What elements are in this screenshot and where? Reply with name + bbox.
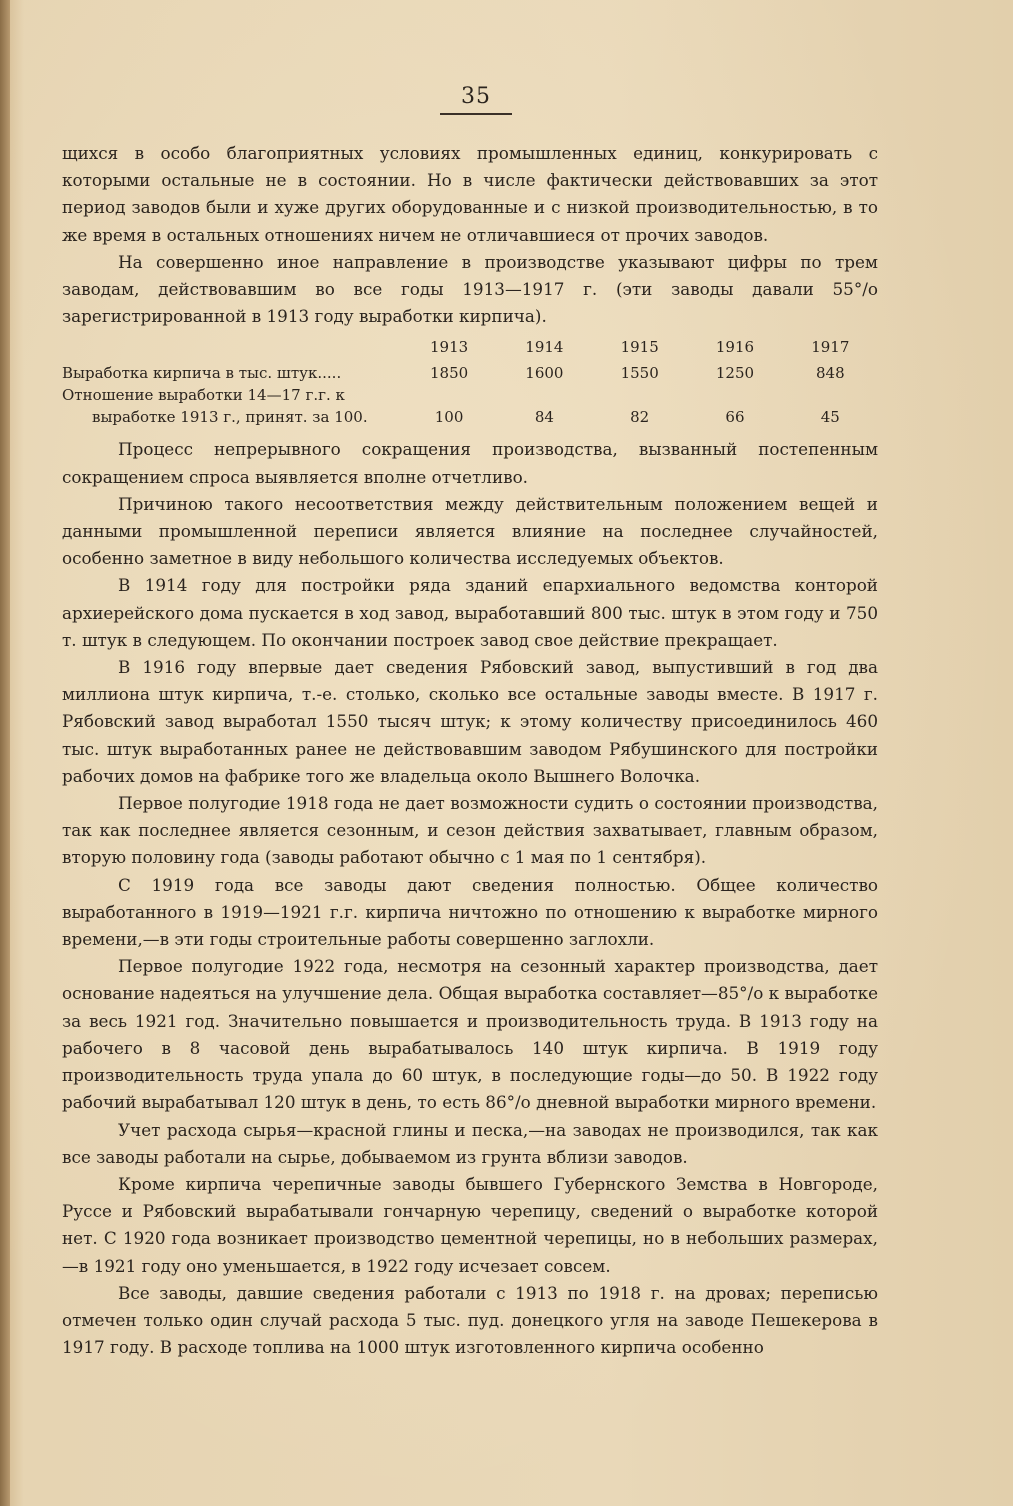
table-header-row [62,336,878,362]
page-number: 35 [461,84,491,109]
table-cell: 1550 [620,364,659,383]
page-binding-edge [0,0,10,1506]
paragraph: С 1919 года все заводы дают сведения полностью. Общее количество выработанного в 1919—1921 г.г. кирпича ничтожно по отношению к выработке мирного времени,—в эти годы строительные работы совершенно заглохли. [62,874,878,950]
table-cell: 100 [434,408,464,427]
table-cell: 66 [725,408,745,427]
year-header: 1913 [429,338,469,357]
table-cell: 45 [820,408,840,427]
paragraph: Первое полугодие 1918 года не дает возможности судить о состоянии производства, так как последнее является сезонным, и сезон действия захватывает, главным образом, вторую половину года (заводы работают обычно с 1 мая по 1 сентября). [62,793,878,868]
row-label: Выработка кирпича в тыс. штук..... [62,364,342,383]
table-row [62,406,878,428]
year-header: 1916 [715,338,755,357]
paragraph: Причиною такого несоответствия между действительным положением вещей и данными промышленной переписи является влияние на последнее случайностей, особенно заметное в виду небольшого количества исследуемых объектов. [62,493,878,569]
paragraph-continuation: щихся в особо благоприятных условиях промышленных единиц, конкурировать с которыми остальные не в состоянии. Но в числе фактически действовавших за этот период заводов были и хуже других оборудованные и с низкой производительностью, в то же время в остальных отношениях ничем не отличавшиеся от прочих заводов. [62,143,878,245]
paragraph: Учет расхода сырья—красной глины и песка,—на заводах не производился, так как все заводы работали на сырье, добываемом из грунта вблизи заводов. [62,1119,878,1167]
table-row [62,384,878,406]
table-cell: 848 [815,364,845,383]
row-label: выработке 1913 г., принят. за 100. [92,408,368,427]
table-cell: 1850 [429,364,469,383]
paragraph: В 1914 году для постройки ряда зданий епархиального ведомства конторой архиерейского дома пускается в ход завод, выработавший 800 тыс. штук в этом году и 750 т. штук в следующем. По окончании построек завод свое действие прекращает. [62,575,878,650]
year-header: 1917 [811,338,850,357]
paragraph: Процесс непрерывного сокращения производства, вызванный постепенным сокращением спроса выявляется вполне отчетливо. [62,439,878,487]
brick-output-table [62,336,878,428]
paragraph: Кроме кирпича черепичные заводы бывшего Губернского Земства в Новгороде, Руссе и Рябовский вырабатывали гончарную черепицу, сведений о выработке которой нет. С 1920 года возникает производство цементной черепицы, но в небольших размерах,—в 1921 году оно уменьшается, в 1922 году исчезает совсем. [62,1173,878,1276]
body-text [62,140,878,1361]
year-header: 1915 [620,338,659,357]
table-cell: 84 [534,408,554,427]
paragraph: Все заводы, давшие сведения работали с 1913 по 1918 г. на дровах; переписью отмечен только один случай расхода 5 тыс. пуд. донецкого угля на заводе Пешекерова в 1917 году. В расходе топлива на 1000 штук изготовленного кирпича особенно [62,1282,878,1358]
table-cell: 82 [630,408,650,427]
paragraph: На совершенно иное направление в производстве указывают цифры по трем заводам, действовавшим во все годы 1913—1917 г. (эти заводы давали 55°/о зарегистрированной в 1913 году выработки кирпича). [62,251,878,327]
year-header: 1914 [525,338,564,357]
table-corner-cell [62,336,401,362]
row-label: Отношение выработки 14—17 г.г. к [62,386,345,405]
paragraph: Первое полугодие 1922 года, несмотря на сезонный характер производства, дает основание надеяться на улучшение дела. Общая выработка составляет—85°/о к выработке за весь 1921 год. Значительно повышается и производительность труда. В 1913 году на рабочего в 8 часовой день вырабатывалось 140 штук кирпича. В 1919 году производительность труда упала до 60 штук, в последующие годы—до 50. В 1922 году рабочий вырабатывал 120 штук в день, то есть 86°/о дневной выработки мирного времени. [62,956,878,1113]
page-number-rule [440,113,512,115]
paragraph: В 1916 году впервые дает сведения Рябовский завод, выпустивший в год два миллиона штук кирпича, т.-е. столько, сколько все остальные заводы вместе. В 1917 г. Рябовский завод выработал 1550 тысяч штук; к этому количеству присоединилось 460 тыс. штук выработанных ранее не действовавшим заводом Рябушинского для постройки рабочих домов на фабрике того же владельца около Вышнего Волочка. [62,657,878,786]
table-cell: 1250 [715,364,755,383]
table-row [62,362,878,384]
table-cell: 1600 [525,364,564,383]
